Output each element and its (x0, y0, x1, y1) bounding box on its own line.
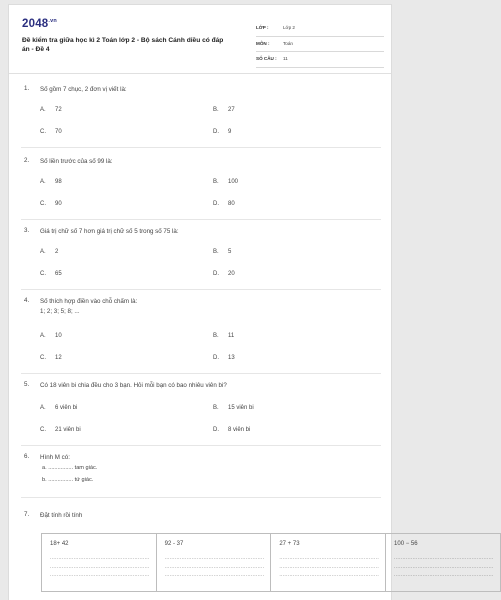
question-divider (21, 445, 381, 446)
question-number: 7. (24, 511, 30, 518)
calc-expression: 100 − 56 (394, 541, 418, 547)
meta-value: 11 (283, 56, 288, 61)
document-title: Đề kiểm tra giữa học kì 2 Toán lớp 2 - Bộ sách Cánh diều có đáp án - Đề 4 (22, 37, 224, 53)
meta-label: LỚP : (256, 25, 269, 30)
option-a[interactable]: A. 6 viên bi (40, 405, 78, 411)
calculation-table (41, 533, 501, 592)
question-divider (21, 373, 381, 374)
meta-value: Toán (283, 40, 293, 46)
answer-line: ........................................................... (164, 563, 265, 570)
question-number: 4. (24, 297, 30, 304)
header (9, 5, 391, 71)
question-text: Giá trị chữ số 7 hơn giá trị chữ số 5 trong số 75 là: (40, 228, 179, 235)
answer-line: ........................................................... (394, 555, 494, 561)
meta-value: Lớp 2 (283, 25, 295, 30)
answer-line: ........................................................... (394, 563, 494, 570)
question-divider (21, 497, 381, 498)
question-text: Có 18 viên bi chia đều cho 3 bạn. Hỏi mỗi bạn có bao nhiêu viên bi? (40, 382, 227, 389)
question-number: 6. (24, 453, 30, 460)
option-c[interactable]: C. 21 viên bi (40, 427, 81, 433)
question-divider (21, 289, 381, 290)
meta-row-class (256, 22, 384, 37)
answer-line: ........................................................... (50, 555, 150, 561)
calc-cell[interactable] (386, 534, 501, 592)
exam-sheet (8, 4, 494, 600)
question-text: Số liền trước của số 99 là: (40, 158, 113, 165)
option-b[interactable]: B. 5 (213, 249, 232, 255)
option-c[interactable]: C. 65 (40, 271, 62, 277)
option-c[interactable]: C. 70 (40, 129, 62, 135)
option-b[interactable]: B. 11 (213, 333, 235, 339)
meta-row-subject (256, 38, 384, 53)
option-d[interactable]: D. 80 (213, 201, 235, 207)
option-d[interactable]: D. 13 (213, 355, 235, 361)
meta-row-count (256, 53, 384, 68)
option-d[interactable]: D. 8 viên bi (213, 427, 251, 433)
option-b[interactable]: B. 15 viên bi (213, 405, 254, 411)
meta-panel (256, 22, 384, 69)
header-divider (9, 73, 391, 74)
answer-line: ........................................................... (164, 555, 265, 561)
answer-line: ........................................................... (394, 572, 494, 578)
option-c[interactable]: C. 12 (40, 355, 62, 361)
option-a[interactable]: A. 2 (40, 249, 59, 255)
option-a[interactable]: A. 10 (40, 333, 62, 339)
option-a[interactable]: A. 98 (40, 179, 62, 185)
site-logo[interactable]: $2048^{.vn}$ (22, 18, 57, 30)
question-number: 1. (24, 85, 30, 92)
fill-line-b[interactable]: b. ................ tứ giác. (42, 477, 94, 483)
question-text: Số gồm 7 chục, 2 đơn vị viết là: (40, 86, 127, 93)
question-divider (21, 219, 381, 220)
calc-expression: 92 - 37 (164, 541, 184, 547)
calc-cell[interactable] (271, 534, 386, 592)
answer-line: ........................................................... (279, 555, 380, 561)
option-d[interactable]: D. 20 (213, 271, 235, 277)
question-text: Hình M có: (40, 454, 70, 461)
answer-line: ........................................................... (279, 572, 380, 578)
question-number: 3. (24, 227, 30, 234)
question-number: 5. (24, 381, 30, 388)
answer-line: ........................................................... (164, 572, 265, 578)
calc-cell[interactable] (156, 534, 271, 592)
option-b[interactable]: B. 27 (213, 107, 235, 113)
option-a[interactable]: A. 72 (40, 107, 62, 113)
question-divider (21, 147, 381, 148)
calc-expression: 18+ 42 (50, 541, 69, 547)
question-text: Số thích hợp điền vào chỗ chấm là: 1; 2; 3; 5; 8; ... (40, 298, 138, 315)
question-number: 2. (24, 157, 30, 164)
option-d[interactable]: D. 9 (213, 129, 232, 135)
meta-label: SỐ CÂU : (256, 56, 277, 61)
calc-cell[interactable] (42, 534, 157, 592)
answer-line: ........................................................... (50, 563, 150, 570)
option-c[interactable]: C. 90 (40, 201, 62, 207)
answer-line: ........................................................... (50, 572, 150, 578)
calc-expression: 27 + 73 (279, 541, 300, 547)
question-text: Đặt tính rồi tính (40, 512, 83, 519)
option-b[interactable]: B. 100 (213, 179, 239, 185)
fill-line-a[interactable]: a. ................ tam giác. (42, 465, 98, 471)
answer-line: ........................................................... (279, 563, 380, 570)
meta-label: MÔN : (256, 40, 270, 46)
